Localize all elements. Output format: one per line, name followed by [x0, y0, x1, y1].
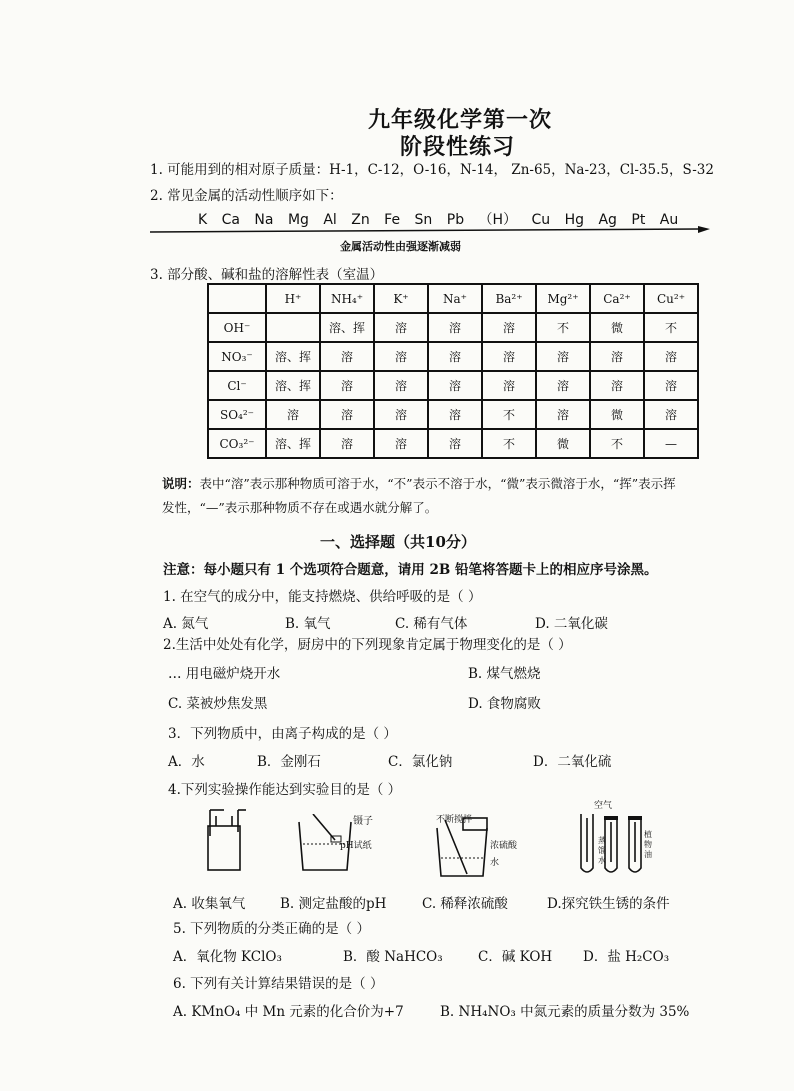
table-cell: 溶 [428, 371, 482, 400]
table-cell: 微 [590, 400, 644, 429]
q5-option-c: C．碱 KOH [478, 949, 553, 965]
table-cell: 溶 [320, 429, 374, 458]
table-cell: 溶 [374, 400, 428, 429]
table-header-row [208, 284, 698, 313]
q1-option-d: D. 二氧化碳 [535, 616, 608, 632]
question-5: 5. 下列物质的分类正确的是（ ） [173, 921, 370, 937]
tweezers-label: 镊子 [353, 816, 373, 827]
table-cell: NO₃⁻ [208, 342, 266, 371]
q4-option-c: C. 稀释浓硫酸 [422, 896, 508, 912]
table-cell: 溶 [428, 313, 482, 342]
table-row [208, 371, 698, 400]
q3-option-a: A．水 [168, 754, 205, 770]
q1-option-a: A. 氮气 [163, 616, 209, 632]
page-subtitle: 阶段性练习 [400, 134, 516, 160]
q2-option-b: B. 煤气燃烧 [468, 666, 541, 682]
q1-option-b: B. 氧气 [285, 616, 331, 632]
note-text-1: 表中“溶”表示那种物质可溶于水，“不”表示不溶于水，“微”表示微溶于水，“挥”表示挥 [199, 476, 676, 491]
table-row [208, 429, 698, 458]
table-cell [208, 284, 266, 313]
table-cell: 不 [482, 429, 536, 458]
metal-activity-line: 2. 常见金属的活动性顺序如下： [150, 188, 343, 204]
table-cell: 不 [536, 313, 590, 342]
note-label: 说明： [162, 476, 200, 491]
table-cell: 溶 [374, 313, 428, 342]
q2-option-a: … 用电磁炉烧开水 [168, 666, 281, 682]
table-cell: 不 [482, 400, 536, 429]
table-cell: 溶 [374, 429, 428, 458]
q3-option-d: D．二氧化硫 [533, 754, 612, 770]
metal-activity-caption: 金属活动性由强逐渐减弱 [340, 240, 461, 253]
question-1: 1. 在空气的成分中，能支持燃烧、供给呼吸的是（ ） [163, 589, 482, 605]
q3-option-c: C．氯化钠 [388, 754, 453, 770]
table-cell: 溶 [428, 342, 482, 371]
q6-option-b: B. NH₄NO₃ 中氮元素的质量分数为 35% [440, 1004, 690, 1020]
table-cell: 溶 [590, 342, 644, 371]
table-cell [266, 313, 320, 342]
stirring-label: 不断搅拌 [436, 815, 473, 825]
table-cell: Ba²⁺ [482, 284, 536, 313]
table-cell: 溶 [482, 313, 536, 342]
table-cell: Cl⁻ [208, 371, 266, 400]
solubility-table [207, 283, 699, 459]
table-cell: Na⁺ [428, 284, 482, 313]
table-cell: 微 [536, 429, 590, 458]
table-cell: K⁺ [374, 284, 428, 313]
q4-option-b: B. 测定盐酸的pH [280, 896, 387, 912]
table-cell: 溶 [644, 342, 698, 371]
table-cell: — [644, 429, 698, 458]
table-cell: OH⁻ [208, 313, 266, 342]
q5-option-a: A．氧化物 KClO₃ [173, 949, 282, 965]
question-2: 2.生活中处处有化学，厨房中的下列现象肯定属于物理变化的是（ ） [163, 637, 572, 653]
table-cell: 溶、挥 [266, 371, 320, 400]
table-cell: 溶 [320, 400, 374, 429]
q4-option-a: A. 收集氧气 [173, 896, 246, 912]
table-cell: H⁺ [266, 284, 320, 313]
q5-option-d: D．盐 H₂CO₃ [583, 949, 670, 965]
table-cell: 溶 [644, 371, 698, 400]
table-row [208, 313, 698, 342]
table-cell: 微 [590, 313, 644, 342]
ph-paper-label: pH试纸 [340, 841, 372, 851]
table-cell: 溶、挥 [266, 429, 320, 458]
rust-test-tubes-icon [573, 806, 653, 878]
table-cell: 溶 [536, 371, 590, 400]
table-cell: 不 [644, 313, 698, 342]
q2-option-d: D. 食物腐败 [468, 696, 541, 712]
water-label: 水 [490, 858, 500, 868]
table-cell: 溶、挥 [320, 313, 374, 342]
table-row [208, 342, 698, 371]
question-3: 3．下列物质中，由离子构成的是（ ） [168, 726, 397, 742]
table-row [208, 400, 698, 429]
section-heading: 一、选择题（共10分） [320, 533, 476, 551]
table-cell: CO₃²⁻ [208, 429, 266, 458]
q6-option-a: A. KMnO₄ 中 Mn 元素的化合价为+7 [173, 1004, 404, 1020]
table-cell: SO₄²⁻ [208, 400, 266, 429]
vegetable-oil-label: 植物油 [644, 830, 652, 859]
table-cell: 不 [590, 429, 644, 458]
table-cell: 溶 [320, 342, 374, 371]
table-cell: Mg²⁺ [536, 284, 590, 313]
table-cell: 溶 [428, 400, 482, 429]
table-cell: 溶 [482, 342, 536, 371]
table-cell: 溶、挥 [266, 342, 320, 371]
table-cell: Ca²⁺ [590, 284, 644, 313]
activity-arrow [150, 226, 710, 238]
table-cell: 溶 [428, 429, 482, 458]
atomic-mass-line: 1. 可能用到的相对原子质量：H-1，C-12，O-16，N-14， Zn-65，Na-23，Cl-35.5，S-32 [150, 162, 714, 178]
table-cell: 溶 [536, 400, 590, 429]
table-cell: 溶 [374, 371, 428, 400]
solubility-table-title: 3. 部分酸、碱和盐的溶解性表（室温） [150, 267, 384, 283]
acid-label: 浓硫酸 [490, 841, 518, 851]
table-cell: 溶 [266, 400, 320, 429]
page-title: 九年级化学第一次 [368, 107, 553, 133]
q2-option-c: C. 菜被炒焦发黑 [168, 696, 268, 712]
question-6: 6. 下列有关计算结果错误的是（ ） [173, 976, 384, 992]
q5-option-b: B．酸 NaHCO₃ [343, 949, 443, 965]
table-cell: 溶 [590, 371, 644, 400]
q4-option-d: D.探究铁生锈的条件 [547, 896, 670, 912]
table-cell: NH₄⁺ [320, 284, 374, 313]
table-cell: 溶 [536, 342, 590, 371]
table-cell: Cu²⁺ [644, 284, 698, 313]
table-cell: 溶 [374, 342, 428, 371]
question-4: 4.下列实验操作能达到实验目的是（ ） [168, 782, 402, 798]
gas-bottle-icon [200, 806, 250, 872]
note-text-2: 发性，“—”表示那种物质不存在或遇水就分解了。 [162, 500, 438, 515]
air-label: 空气 [594, 801, 613, 811]
table-note [162, 472, 762, 520]
instruction: 注意：每小题只有 1 个选项符合题意，请用 2B 铅笔将答题卡上的相应序号涂黑。 [163, 562, 658, 578]
table-cell: 溶 [320, 371, 374, 400]
distilled-water-label: 蒸馏水 [598, 836, 606, 865]
q3-option-b: B．金刚石 [257, 754, 321, 770]
table-cell: 溶 [482, 371, 536, 400]
metal-series: K Ca Na Mg Al Zn Fe Sn Pb （H） Cu Hg Ag Pt Au [198, 212, 679, 228]
q1-option-c: C. 稀有气体 [395, 616, 468, 632]
table-cell: 溶 [644, 400, 698, 429]
